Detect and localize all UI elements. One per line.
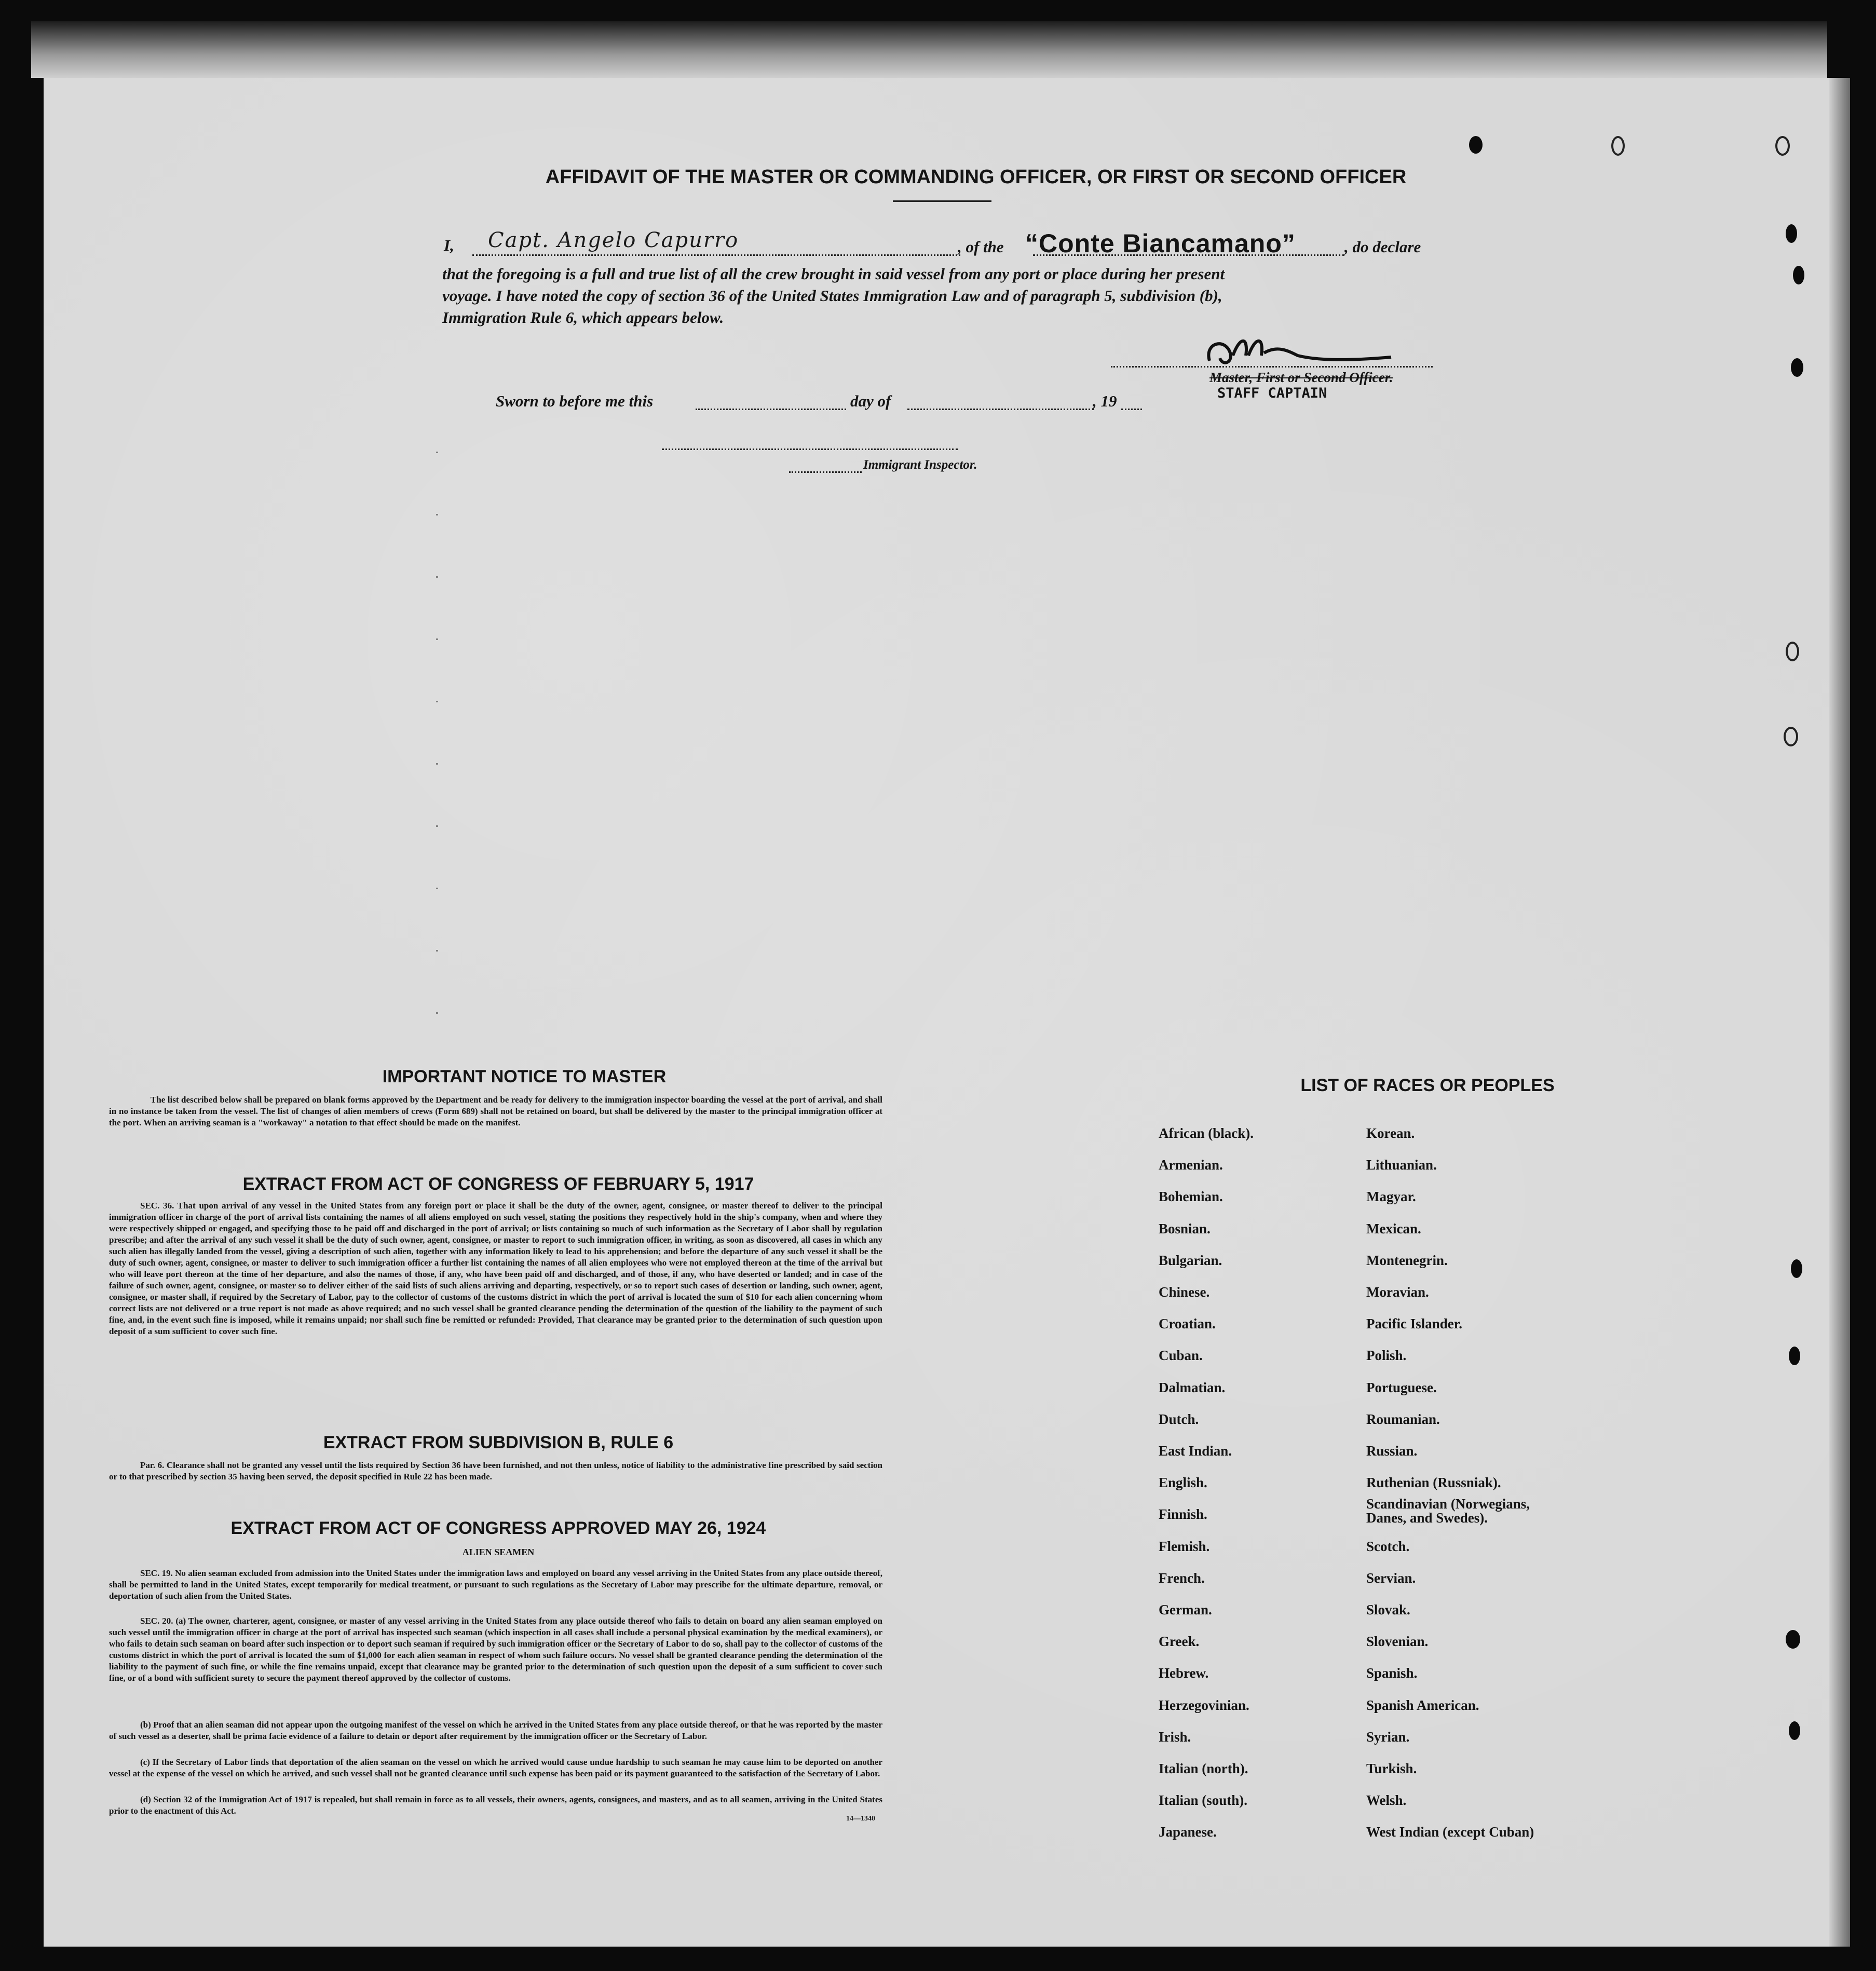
race-list-item: Dalmatian. — [1159, 1379, 1226, 1395]
punch-hole-mark — [1775, 136, 1790, 156]
declaration-suffix: , do declare — [1344, 238, 1421, 256]
race-list-item: Mexican. — [1366, 1220, 1421, 1236]
race-list-item: East Indian. — [1159, 1443, 1232, 1459]
extract-1924-sec20d: (d) Section 32 of the Immigration Act of 1917 is repealed, but shall remain in force as to all vessels, their owners, agents, consignees, and masters, and as to all seamen, arriving in the United States prior to the enactment of this Act. — [109, 1795, 882, 1816]
race-list-item: Spanish American. — [1366, 1697, 1479, 1713]
notice-text: The list described below shall be prepared on blank forms approved by the Department and be ready for delivery to the immigration inspector boarding the vessel at the port of arrival, and shall in no instance be taken from the vessel. The list of changes of alien members of crews (Form 689) shall not be retained on board, but shall be delivered by the master to the principal immigration officer at the port. When an arriving seaman is a "workaway" a notation to that effect should be made on the manifest. — [109, 1095, 882, 1127]
race-list-item: Italian (south). — [1159, 1792, 1248, 1809]
punch-hole-mark — [1786, 1630, 1800, 1649]
master-name-line — [472, 254, 960, 256]
race-list-item: Ruthenian (Russniak). — [1366, 1475, 1501, 1491]
race-list-item: Slovak. — [1366, 1602, 1410, 1617]
declaration-line-3: voyage. I have noted the copy of section 36 of the United States Immigration Law and of paragraph 5, subdivision (b), — [442, 287, 1222, 305]
race-list-item: Bohemian. — [1159, 1189, 1223, 1205]
declaration-prefix: I, — [444, 236, 454, 254]
race-list-item: Bulgarian. — [1159, 1252, 1222, 1268]
page-edge — [1829, 78, 1850, 1947]
race-list-item: Armenian. — [1159, 1157, 1223, 1173]
race-list-item: Montenegrin. — [1366, 1252, 1448, 1268]
punch-hole-mark — [1786, 642, 1799, 661]
sworn-month-line — [907, 409, 1094, 410]
race-list-item: Turkish. — [1366, 1761, 1417, 1776]
notice-title: IMPORTANT NOTICE TO MASTER — [382, 1067, 667, 1086]
extract-1924-title: EXTRACT FROM ACT OF CONGRESS APPROVED MAY 26, 1924 — [230, 1518, 766, 1538]
blank-area-guides — [436, 452, 438, 1059]
race-list-item: Chinese. — [1159, 1284, 1210, 1300]
race-list-item: Cuban. — [1159, 1348, 1203, 1364]
inspector-label: Immigrant Inspector. — [863, 458, 977, 472]
race-list-item: Croatian. — [1159, 1316, 1216, 1332]
race-list-item: Servian. — [1366, 1570, 1416, 1586]
sworn-year-line — [1121, 409, 1142, 410]
punch-hole-mark — [1791, 358, 1803, 377]
race-list-item: Syrian. — [1366, 1729, 1410, 1745]
race-list-item: Italian (north). — [1159, 1761, 1248, 1776]
race-list-item: Roumanian. — [1366, 1411, 1440, 1427]
race-list-item: Slovenian. — [1366, 1634, 1429, 1650]
sworn-prefix: Sworn to before me this — [496, 392, 654, 410]
race-list-item: Portuguese. — [1366, 1379, 1437, 1395]
races-title: LIST OF RACES OR PEOPLES — [1300, 1076, 1555, 1095]
punch-hole-mark — [1789, 1721, 1800, 1740]
extract-rule6-text: Par. 6. Clearance shall not be granted any vessel until the lists required by Section 36 have been furnished, and not then unless, notice of liability to the administrative fine prescribed by said section or to that prescribed by section 35 having been served, the deposit specified in Rule 22 has been made. — [109, 1460, 882, 1481]
inspector-signature-line — [662, 448, 958, 450]
title-rule — [893, 200, 991, 202]
signature-stamp: STAFF CAPTAIN — [1217, 385, 1327, 401]
race-list-item: Irish. — [1159, 1729, 1191, 1745]
affidavit-title: AFFIDAVIT OF THE MASTER OR COMMANDING OFFICER, OR FIRST OR SECOND OFFICER — [545, 166, 1407, 188]
signature-title-struck: Master, First or Second Officer. — [1209, 370, 1393, 385]
race-list-item: Scandinavian (Norwegians, Danes, and Swedes). — [1366, 1496, 1530, 1526]
extract-1924-sec20b: (b) Proof that an alien seaman did not appear upon the outgoing manifest of the vessel on which he arrived in the United States from any place outside thereof, or that he was reported by the master of such vessel as a deserter, shall be prima facie evidence of a failure to detain or deport after requirement by the immigration officer or the Secretary of Labor. — [109, 1720, 882, 1741]
declaration-line-4: Immigration Rule 6, which appears below. — [442, 308, 724, 327]
sworn-day-line — [696, 409, 846, 410]
race-list-item: Dutch. — [1159, 1411, 1199, 1427]
race-list-item: Bosnian. — [1159, 1220, 1211, 1236]
race-list-item: Flemish. — [1159, 1538, 1210, 1554]
sworn-day-label: day of — [850, 392, 891, 410]
race-list-item: Welsh. — [1366, 1792, 1407, 1809]
race-list-item: Pacific Islander. — [1366, 1316, 1462, 1332]
film-top-strip — [31, 21, 1827, 78]
extract-1924-subtitle: ALIEN SEAMEN — [462, 1547, 535, 1557]
extract-1917-text: SEC. 36. That upon arrival of any vessel in the United States from any foreign port or place it shall be the duty of the owner, agent, consignee, or master thereof to deliver to the principal immigration officer in charge of the port of arrival lists containing the names of all aliens employed on such vessel, stating the positions they respectively hold in the ship's company, when and where they were respectively shipped or engaged, and specifying those to be paid off and discharged in the port of arrival; or lists containing so much of such information as the Secretary of Labor shall by regulation prescribe; and after the arrival of any such vessel it shall be the duty of such owner, agent, consignee, or master to report to such immigration officer, in writing, as soon as discovered, all cases in which any such alien has illegally landed from the vessel, giving a description of such alien, together with any information likely to lead to his apprehension; and before the departure of any such vessel it shall be the duty of such owner, agent, consignee, or master to deliver to such immigration officer a further list containing the names of all alien employees who were not employed thereon at the time of the arrival but who will leave port thereon at the time of her departure, and also the names of those, if any, who have been paid off and discharged, and of those, if any, who have deserted or landed; and in case of the failure of such owner, agent, consignee, or master so to deliver either of the said lists of such aliens arriving and departing, respectively, or so to report such cases of desertion or landing, such owner, agent, consignee, or master shall, if required by the Secretary of Labor, pay to the collector of customs of the customs district in which the port of arrival is located the sum of $10 for each alien concerning whom correct lists are not delivered or a true report is not made as above required; and no such vessel shall be granted clearance pending the determination of the question of the liability to the payment of such fine, and, in the event such fine is imposed, while it remains unpaid; nor shall such fine be remitted or refunded: Provided, That clearance may be granted prior to the determination of such question upon deposit of a sum sufficient to cover such fine. — [109, 1201, 882, 1336]
declaration-line-2: that the foregoing is a full and true list of all the crew brought in said vessel from any port or place during her present — [442, 265, 1225, 283]
punch-hole-mark — [1791, 1259, 1802, 1278]
declaration-of-the: , of the — [958, 238, 1004, 256]
race-list-item: Magyar. — [1366, 1189, 1416, 1205]
race-list-item: Korean. — [1366, 1125, 1415, 1141]
race-list-item: Moravian. — [1366, 1284, 1429, 1300]
punch-hole-mark — [1611, 136, 1625, 156]
race-list-item: Scotch. — [1366, 1538, 1410, 1554]
extract-1924-sec20a: SEC. 20. (a) The owner, charterer, agent, consignee, or master of any vessel arriving in the United States from any place outside thereof who fails to detain on board any alien seaman employed on such vessel until the immigration officer in charge at the port of arrival has inspected such seaman (which inspection in all cases shall include a personal physical examination by the medical examiners), or who fails to detain such seaman on board after such inspection or to deport such seaman if required by such immigration officer or the Secretary of Labor to do so, shall pay to the collector of customs of the customs district in which the port of arrival is located the sum of $1,000 for each alien seaman in respect of whom such failure occurs. No vessel shall be granted clearance pending the determination of the liability to the payment of such fine, or while the fine remains unpaid, except that clearance may be granted prior to the determination of such question upon the deposit of a sum sufficient to cover such fine, or of a bond with sufficient surety to secure the payment thereof approved by the collector of customs. — [109, 1616, 882, 1683]
signature-line — [1111, 366, 1433, 368]
race-list-item: Lithuanian. — [1366, 1157, 1437, 1173]
sworn-year-label: , 19 — [1093, 392, 1117, 410]
officer-signature — [1194, 332, 1433, 374]
race-list-item: English. — [1159, 1475, 1207, 1491]
vessel-name: “Conte Biancamano” — [1025, 229, 1296, 258]
inspector-prefix-line — [789, 471, 862, 473]
race-list-item: Spanish. — [1366, 1665, 1418, 1681]
form-number: 14—1340 — [846, 1815, 875, 1823]
race-list-item: Finnish. — [1159, 1506, 1207, 1523]
race-list-item: Greek. — [1159, 1634, 1200, 1650]
punch-hole-mark — [1793, 266, 1804, 284]
extract-rule6-title: EXTRACT FROM SUBDIVISION B, RULE 6 — [323, 1433, 674, 1452]
race-list-item: African (black). — [1159, 1125, 1254, 1141]
race-list-item: Herzegovinian. — [1159, 1697, 1249, 1713]
race-list-item: German. — [1159, 1602, 1212, 1617]
extract-1924-sec20c: (c) If the Secretary of Labor finds that deportation of the alien seaman on the vessel on which he arrived would cause undue hardship to such seaman he may cause him to be deported on another vessel at the expense of the vessel on which he arrived, and such vessel shall not be granted clearance until such expense has been paid or its payment guaranteed to the satisfaction of the Secretary of Labor. — [109, 1757, 882, 1778]
punch-hole-mark — [1784, 727, 1798, 746]
race-list-item: West Indian (except Cuban) — [1366, 1824, 1534, 1840]
race-list-item: Japanese. — [1159, 1824, 1217, 1840]
punch-hole-mark — [1789, 1347, 1800, 1365]
race-list-item: Hebrew. — [1159, 1665, 1209, 1681]
punch-hole-mark — [1786, 224, 1797, 243]
extract-1917-title: EXTRACT FROM ACT OF CONGRESS OF FEBRUARY 5, 1917 — [242, 1174, 754, 1194]
race-list-item: Russian. — [1366, 1443, 1418, 1459]
extract-1924-sec19: SEC. 19. No alien seaman excluded from admission into the United States under the immigration laws and employed on board any vessel arriving in the United States from any place outside thereof, shall be permitted to land in the United States, except temporarily for medical treatment, or pursuant to such regulations as the Secretary of Labor may prescribe for the ultimate departure, removal, or deportation of such alien from the United States. — [109, 1568, 882, 1601]
race-list-item: French. — [1159, 1570, 1205, 1586]
master-name-handwritten: Capt. Angelo Capurro — [488, 228, 739, 252]
race-list-item: Polish. — [1366, 1348, 1407, 1364]
vessel-name-line — [1033, 254, 1344, 256]
punch-hole-mark — [1469, 136, 1483, 154]
